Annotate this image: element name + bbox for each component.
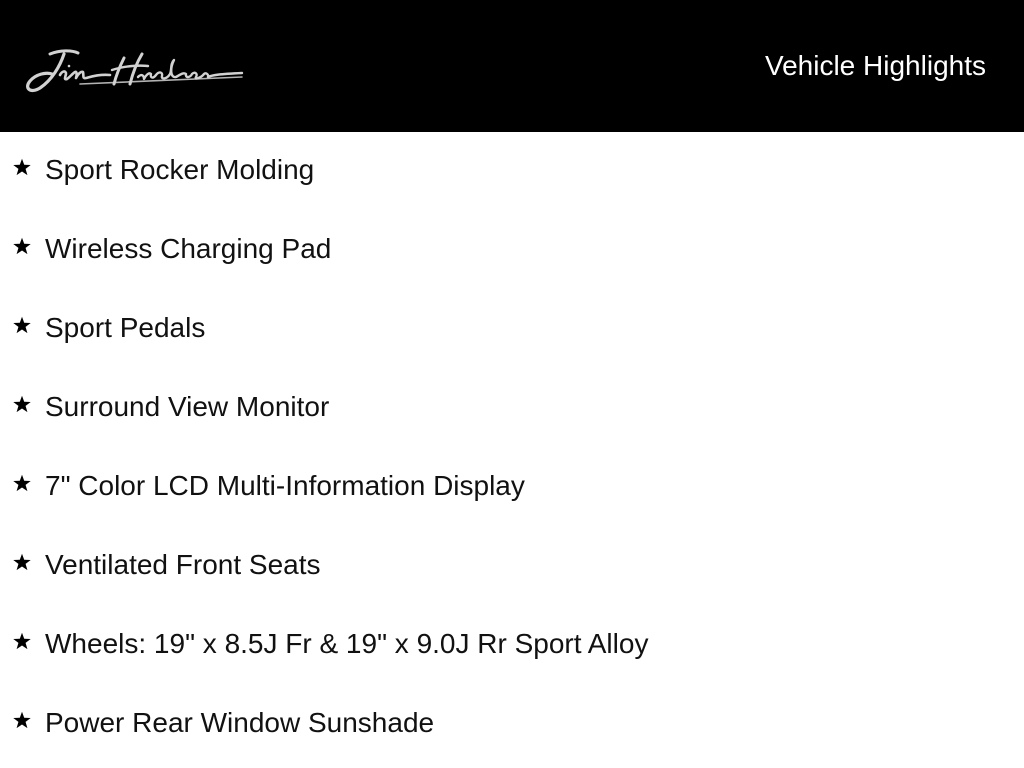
vehicle-highlights-list: [0, 132, 1024, 764]
star-icon: [11, 156, 33, 178]
highlight-label: Power Rear Window Sunshade: [45, 707, 435, 738]
highlight-label: Wheels: 19" x 8.5J Fr & 19" x 9.0J Rr Sport Alloy: [45, 628, 649, 659]
star-icon: [11, 314, 33, 336]
star-icon: [11, 551, 33, 573]
star-icon: [11, 709, 33, 731]
star-icon: [11, 393, 33, 415]
list-item: [0, 290, 1024, 369]
highlight-label: Wireless Charging Pad: [45, 233, 332, 264]
list-item: [0, 369, 1024, 448]
highlight-label: Surround View Monitor: [45, 391, 330, 422]
highlight-label: Sport Rocker Molding: [45, 154, 315, 185]
star-icon: [11, 235, 33, 257]
list-item: [0, 448, 1024, 527]
highlight-label: 7" Color LCD Multi-Information Display: [45, 470, 525, 501]
list-item: [0, 606, 1024, 685]
star-icon: [11, 472, 33, 494]
list-item: [0, 685, 1024, 764]
list-item: [0, 527, 1024, 606]
page-header: [0, 0, 1024, 132]
star-icon: [11, 630, 33, 652]
highlight-label: Sport Pedals: [45, 312, 206, 343]
jim-hudson-logo: [20, 44, 246, 100]
page-title: Vehicle Highlights: [764, 50, 986, 81]
list-item: [0, 132, 1024, 211]
highlight-label: Ventilated Front Seats: [45, 549, 321, 580]
list-item: [0, 211, 1024, 290]
